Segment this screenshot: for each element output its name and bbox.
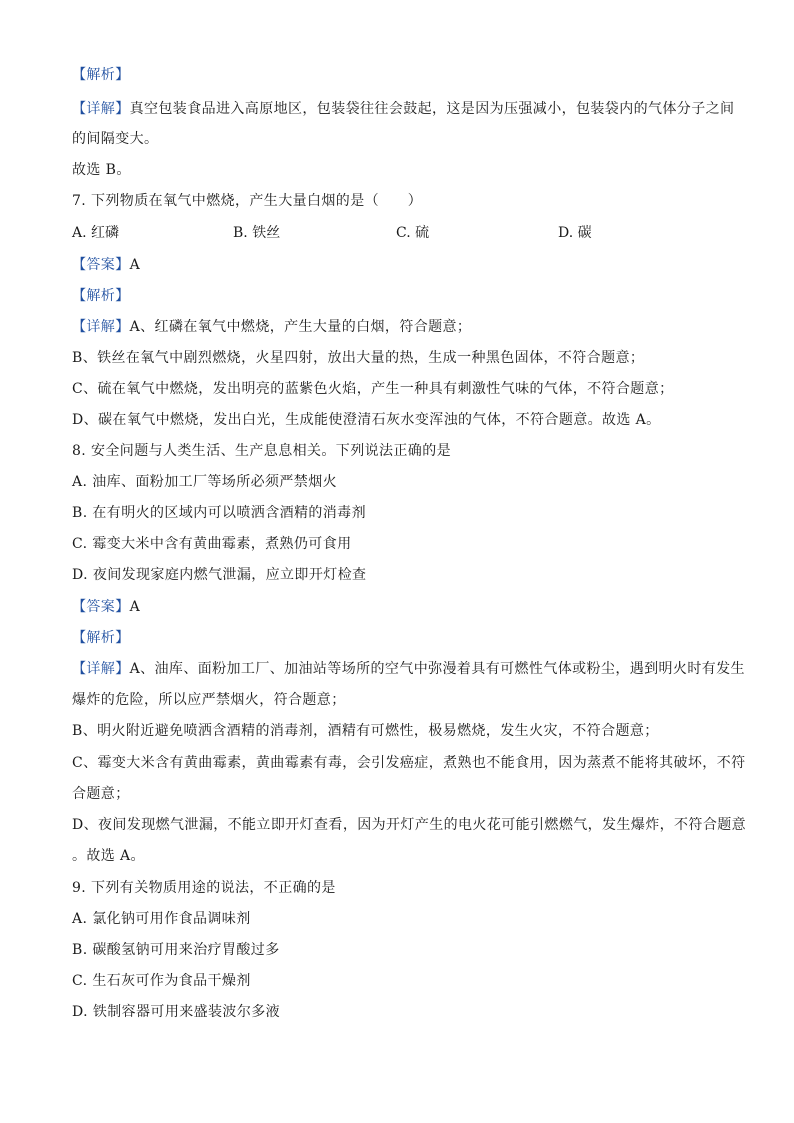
analysis-tag: 【解析】 — [72, 630, 130, 646]
q7-option-d: D. 碳 — [558, 225, 592, 241]
q8-analysis-heading — [72, 628, 732, 648]
q8-detail-text: A、油库、面粉加工厂、加油站等场所的空气中弥漫着具有可燃性气体或粉尘，遇到明火时有发生 — [129, 661, 745, 677]
q7-option-b: B. 铁丝 — [233, 225, 281, 241]
q7-explain-d: D、碳在氧气中燃烧，发出白光，生成能使澄清石灰水变浑浊的气体，不符合题意。故选 A。 — [72, 412, 661, 428]
detail-tag: 【详解】 — [72, 661, 130, 677]
q7-explain-c: C、硫在氧气中燃烧，发出明亮的蓝紫色火焰，产生一种具有刺激性气味的气体，不符合题意； — [72, 381, 674, 397]
answer-tag: 【答案】 — [72, 257, 130, 273]
q8-explain-b: B、明火附近避免喷洒含酒精的消毒剂，酒精有可燃性，极易燃烧，发生火灾，不符合题意； — [72, 723, 659, 739]
q6-detail-line — [72, 99, 735, 119]
answer-tag: 【答案】 — [72, 599, 130, 615]
q9-option-c: C. 生石灰可作为食品干燥剂 — [72, 973, 251, 989]
q7-stem: 7. 下列物质在氧气中燃烧，产生大量白烟的是（ ） — [72, 193, 423, 209]
q8-detail-continuation: 爆炸的危险，所以应严禁烟火，符合题意； — [72, 692, 346, 708]
q8-answer — [72, 597, 732, 617]
q8-option-d: D. 夜间发现家庭内燃气泄漏，应立即开灯检查 — [72, 567, 367, 583]
q7-detail-text: A、红磷在氧气中燃烧，产生大量的白烟，符合题意； — [129, 319, 472, 335]
q7-analysis-heading — [72, 286, 732, 306]
q7-answer-value: A — [129, 257, 141, 273]
q7-answer — [72, 255, 732, 275]
q7-explain-b: B、铁丝在氧气中剧烈燃烧，火星四射，放出大量的热，生成一种黑色固体，不符合题意； — [72, 350, 645, 366]
analysis-tag: 【解析】 — [72, 288, 130, 304]
q9-option-b: B. 碳酸氢钠可用来治疗胃酸过多 — [72, 942, 280, 958]
q7-option-c: C. 硫 — [396, 225, 430, 241]
q8-option-b: B. 在有明火的区域内可以喷洒含酒精的消毒剂 — [72, 505, 366, 521]
q6-detail-text: 真空包装食品进入高原地区，包装袋往往会鼓起，这是因为压强减小，包装袋内的气体分子之间 — [129, 101, 735, 117]
q8-explain-d-continuation: 。故选 A。 — [72, 848, 145, 864]
q7-option-a: A. 红磷 — [72, 225, 120, 241]
q8-detail-line — [72, 659, 745, 679]
q7-detail-line — [72, 317, 732, 337]
detail-tag: 【详解】 — [72, 319, 130, 335]
q9-option-a: A. 氯化钠可用作食品调味剂 — [72, 911, 251, 927]
q9-stem: 9. 下列有关物质用途的说法，不正确的是 — [72, 880, 336, 896]
detail-tag: 【详解】 — [72, 101, 130, 117]
q8-explain-c-continuation: 合题意； — [72, 786, 130, 802]
q6-choose: 故选 B。 — [72, 162, 131, 178]
analysis-tag: 【解析】 — [72, 67, 130, 83]
q6-detail-continuation: 的间隔变大。 — [72, 131, 159, 147]
q6-analysis-heading — [72, 65, 732, 85]
q8-option-c: C. 霉变大米中含有黄曲霉素，煮熟仍可食用 — [72, 536, 352, 552]
q9-option-d: D. 铁制容器可用来盛装波尔多液 — [72, 1004, 281, 1020]
q8-stem: 8. 安全问题与人类生活、生产息息相关。下列说法正确的是 — [72, 443, 452, 459]
q8-answer-value: A — [129, 599, 141, 615]
q8-option-a: A. 油库、面粉加工厂等场所必须严禁烟火 — [72, 474, 338, 490]
q8-explain-c: C、霉变大米含有黄曲霉素，黄曲霉素有毒，会引发癌症，煮熟也不能食用，因为蒸煮不能将其破坏，不符 — [72, 755, 746, 771]
q8-explain-d: D、夜间发现燃气泄漏，不能立即开灯查看，因为开灯产生的电火花可能引燃燃气，发生爆炸，不符合题意 — [72, 817, 747, 833]
